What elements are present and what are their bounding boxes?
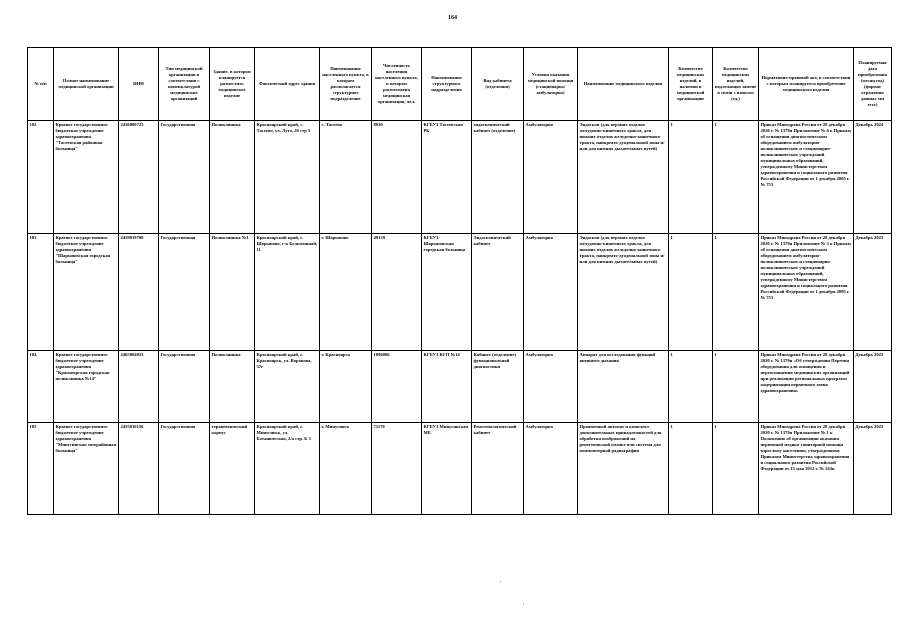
cell-population: 8030: [372, 121, 422, 234]
cell-act: Приказ Минздрава России от 28 декабря 2020 г. № 1379н Приложение № 1 к Положению об организации оказания первичной медико-санитарной помощи взрослому населению, утвержденному Приказом Министерства здравоохранения и социального развития Российской Федерации от 15 мая 2012 г. № 543н: [759, 423, 854, 515]
cell-qty: 1: [669, 351, 713, 423]
cell-locality: г. Минусинск: [320, 423, 372, 515]
cell-conditions: Амбулаторно: [524, 234, 578, 351]
cell-num: 105: [28, 423, 54, 515]
cell-device: Эндоскоп (для верхних отделов желудочно-кишечного тракта, для нижних отделов желудочно-кишечного тракта, панкреато-дуоденальной зоны и/или для нижних дыхательных путей): [578, 121, 669, 234]
cell-qty: 1: [669, 121, 713, 234]
cell-date: Декабрь 2025: [854, 234, 892, 351]
cell-building: Поликлиника: [210, 121, 255, 234]
cell-num: 103: [28, 234, 54, 351]
table-row: [28, 351, 892, 423]
cell-type: Государственная: [159, 234, 210, 351]
header-device: Наименование медицинского изделия: [578, 48, 669, 121]
header-population: Численность населения населенного пункта, в котором расположена медицинская организация, чел.: [372, 48, 422, 121]
cell-org: Краевое государственное бюджетное учреждение здравоохранения "Тасеевская районная больница": [54, 121, 119, 234]
cell-unit: КГБУЗ КГП №14: [422, 351, 472, 423]
cell-date: Декабрь 2024: [854, 121, 892, 234]
cell-act: Приказ Минздрава России от 28 декабря 2020 г. № 1379н Приложение № 6 к Приказу об оснащении диагностическим оборудованием амбулаторно-поликлинических и стационарно-поликлинических учреждений муниципальных образований, утвержденному Министерством здравоохранения и социального развития Российской Федерации от 1 декабря 2005 г. № 753: [759, 121, 854, 234]
scan-artifact: [500, 581, 501, 582]
cell-replace: 1: [713, 121, 759, 234]
header-unit: Наименование структурного подразделения: [422, 48, 472, 121]
table-row: [28, 121, 892, 234]
header-replace: Количество медицинских изделий, подлежащих замене в связи с износом (ед.): [713, 48, 759, 121]
cell-date: Декабрь 2025: [854, 423, 892, 515]
equipment-registry-table: [27, 47, 892, 515]
page-number: 164: [448, 15, 457, 21]
cell-org: Краевое государственное бюджетное учреждение здравоохранения "Минусинская межрайонная больница": [54, 423, 119, 515]
cell-device: Проявочный автомат и комплект дополнительных принадлежностей для обработки изображений на рентгеновской пленке или система для компьютерной радиографии: [578, 423, 669, 515]
cell-conditions: Амбулаторно: [524, 423, 578, 515]
cell-type: Государственная: [159, 121, 210, 234]
cell-org: Краевое государственное бюджетное учреждение здравоохранения "Красноярская городская поликлиника №14": [54, 351, 119, 423]
header-type: Тип медицинской организации в соответствии с номенклатурой медицинских организаций: [159, 48, 210, 121]
cell-act: Приказ Минздрава России от 28 декабря 2020 г. № 1379н Приложение № 3 к Приказу об оснащении диагностическим оборудованием амбулаторно-поликлинических и стационарно-поликлинических учреждений муниципальных образований, утвержденному Министерством здравоохранения и социального развития Российской Федерации от 1 декабря 2005 г. № 753: [759, 234, 854, 351]
cell-act: Приказ Минздрава России от 28 декабря 2020 г. № 1379н «Об утверждении Перечня оборудования для оснащения и переоснащения медицинских организаций при реализации региональных программ модернизации первичного звена здравоохранения»: [759, 351, 854, 423]
cell-locality: с. Тасеево: [320, 121, 372, 234]
cell-type: Государственная: [159, 351, 210, 423]
header-date: Планируемая дата приобретения (месяц год) (формат отражения данных мм гггг): [854, 48, 892, 121]
cell-population: 71170: [372, 423, 422, 515]
cell-num: 102: [28, 121, 54, 234]
header-cabinet: Вид кабинета (отделения): [472, 48, 524, 121]
cell-unit: КГБУЗ Шарыповская городская больница: [422, 234, 472, 351]
header-locality: Наименование населенного пункта, в котором располагается структурное подразделение: [320, 48, 372, 121]
cell-inn: 2459019708: [119, 234, 159, 351]
cell-unit: КГБУЗ Тасеевская РБ: [422, 121, 472, 234]
cell-conditions: Амбулаторно: [524, 351, 578, 423]
scan-artifact: [523, 604, 524, 605]
cell-device: Эндоскоп (для верхних отделов желудочно-кишечного тракта, для нижних отделов желудочно-кишечного тракта, панкреато-дуоденальной зоны и/или для нижних дыхательных путей): [578, 234, 669, 351]
cell-address: Красноярский край, г. Красноярск, ул. Воронова, 37г: [255, 351, 320, 423]
header-building: Здание, в котором планируется разместить медицинское изделие: [210, 48, 255, 121]
header-conditions: Условия оказания медицинской помощи (стационарно/амбулаторно): [524, 48, 578, 121]
cell-date: Декабрь 2025: [854, 351, 892, 423]
cell-num: 104: [28, 351, 54, 423]
cell-address: Красноярский край, г. Минусинск, ул. Ботаническая, 2/а стр. Б 3: [255, 423, 320, 515]
cell-locality: г. Шарыпово: [320, 234, 372, 351]
header-act: Нормативно-правовой акт, в соответствии с которым планируется приобретение медицинского изделия: [759, 48, 854, 121]
table-row: [28, 234, 892, 351]
cell-building: терапевтический корпус: [210, 423, 255, 515]
cell-replace: 1: [713, 351, 759, 423]
cell-cabinet: эндоскопический кабинет (отделение): [472, 121, 524, 234]
header-qty: Количество медицинских изделий, в наличии в медицинской организации: [669, 48, 713, 121]
cell-cabinet: Рентгенологический кабинет: [472, 423, 524, 515]
table-row: [28, 423, 892, 515]
cell-conditions: Амбулаторно: [524, 121, 578, 234]
table-header-row: [28, 48, 892, 121]
cell-building: Поликлиника №1: [210, 234, 255, 351]
cell-device: Аппарат для исследования функций внешнего дыхания: [578, 351, 669, 423]
header-org: Полное наименование медицинской организации: [54, 48, 119, 121]
cell-replace: 1: [713, 234, 759, 351]
header-inn: ИНН: [119, 48, 159, 121]
cell-address: Красноярский край, г. Шарыпово, г-к Бельменный, 11: [255, 234, 320, 351]
cell-address: Красноярский край, с. Тасеево, ул. Луго, 20 стр 5: [255, 121, 320, 234]
cell-replace: 1: [713, 423, 759, 515]
cell-population: 49139: [372, 234, 422, 351]
cell-qty: 1: [669, 423, 713, 515]
cell-cabinet: Кабинет (отделение) функциональной диагностики: [472, 351, 524, 423]
cell-inn: 2465004033: [119, 351, 159, 423]
cell-building: Поликлиника: [210, 351, 255, 423]
cell-inn: 2455036156: [119, 423, 159, 515]
cell-inn: 2436000725: [119, 121, 159, 234]
cell-cabinet: Эндоскопический кабинет: [472, 234, 524, 351]
cell-locality: г. Красноярск: [320, 351, 372, 423]
cell-qty: 1: [669, 234, 713, 351]
cell-type: Государственная: [159, 423, 210, 515]
cell-org: Краевое государственное бюджетное учреждение здравоохранения "Шарыповская городская больница": [54, 234, 119, 351]
header-num: № п/п: [28, 48, 54, 121]
cell-population: 1096086: [372, 351, 422, 423]
cell-unit: КГБУЗ Минусинская МБ: [422, 423, 472, 515]
header-address: Фактический адрес здания: [255, 48, 320, 121]
